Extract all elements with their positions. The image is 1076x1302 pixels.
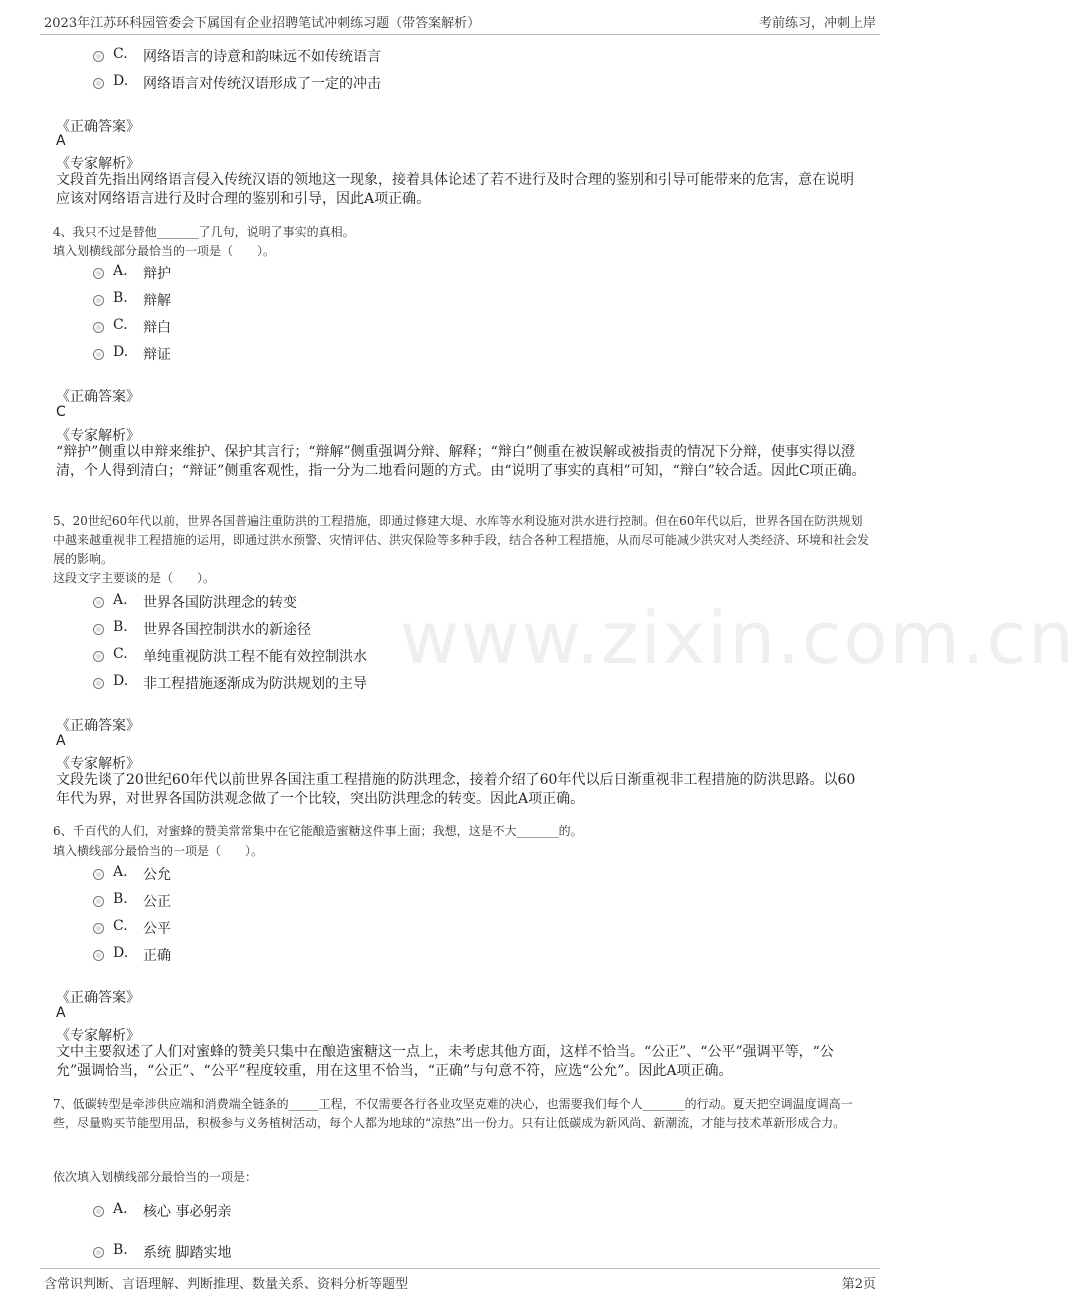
radio-icon[interactable]: [93, 349, 104, 360]
header-title: 2023年江苏环科园管委会下属国有企业招聘笔试冲刺练习题（带答案解析）: [44, 16, 481, 31]
answer-value: A: [56, 1005, 66, 1021]
option-text: 公正: [143, 894, 171, 910]
option-letter: A.: [113, 263, 128, 279]
option-letter: B.: [113, 290, 128, 306]
option-letter: D.: [113, 344, 129, 360]
question-stem: 5、20世纪60年代以前，世界各国普遍注重防洪的工程措施，即通过修建大堤、水库等水利设施对洪水进行控制。但在60年代以后，世界各国在防洪规划中越来越重视非工程措施的运用，即通过洪水预警、灾情评估、洪灾保险等多种手段，结合各种工程措施，从而尽可能减少洪灾对人类经济、环境和社会发展的影响。: [53, 514, 870, 566]
option-text: 单纯重视防洪工程不能有效控制洪水: [143, 649, 367, 665]
radio-icon[interactable]: [93, 1206, 104, 1217]
radio-icon[interactable]: [93, 295, 104, 306]
question-stem: 4、我只不过是替他_______了几句，说明了事实的真相。: [53, 225, 355, 239]
question-prompt: 依次填入划横线部分最恰当的一项是：: [53, 1170, 258, 1184]
radio-icon[interactable]: [93, 1247, 104, 1258]
option-letter: A.: [113, 1201, 128, 1217]
radio-icon[interactable]: [93, 896, 104, 907]
option-letter: C.: [113, 646, 128, 662]
answer-value: A: [56, 733, 66, 749]
question-prompt: 这段文字主要谈的是（ ）。: [53, 571, 216, 585]
radio-icon[interactable]: [93, 678, 104, 689]
question-prompt: 填入划横线部分最恰当的一项是（ ）。: [53, 244, 276, 258]
option-text: 辩白: [143, 320, 171, 336]
option-text: 系统 脚踏实地: [143, 1245, 232, 1261]
header-slogan: 考前练习，冲刺上岸: [758, 16, 876, 31]
option-text: 辩护: [143, 266, 171, 282]
analysis-label: 《专家解析》: [56, 428, 140, 444]
option-letter: D.: [113, 673, 129, 689]
option-text: 世界各国控制洪水的新途径: [143, 622, 311, 638]
analysis-text: 文中主要叙述了人们对蜜蜂的赞美只集中在酿造蜜糖这一点上，未考虑其他方面，这样不恰当。“公正”、“公平”强调平等，“公允”强调恰当，“公正”、“公平”程度较重，用在这里不恰当，“正确”与句意不符，应选“公允”。因此A项正确。: [56, 1044, 834, 1079]
footer-topics: 含常识判断、言语理解、判断推理、数量关系、资料分析等题型: [44, 1277, 409, 1292]
option-letter: C.: [113, 918, 128, 934]
option-text: 公平: [143, 921, 171, 937]
analysis-text: 文段首先指出网络语言侵入传统汉语的领地这一现象，接着具体论述了若不进行及时合理的鉴别和引导可能带来的危害，意在说明应该对网络语言进行及时合理的鉴别和引导，因此A项正确。: [56, 172, 854, 207]
radio-icon[interactable]: [93, 597, 104, 608]
radio-icon[interactable]: [93, 923, 104, 934]
question-stem: 6、千百代的人们，对蜜蜂的赞美常常集中在它能酿造蜜糖这件事上面；我想，这是不大_______的。: [53, 824, 583, 838]
option-text: 网络语言对传统汉语形成了一定的冲击: [143, 76, 381, 92]
option-letter: B.: [113, 1242, 128, 1258]
option-letter: A.: [113, 864, 128, 880]
analysis-text: 文段先谈了20世纪60年代以前世界各国注重工程措施的防洪理念，接着介绍了60年代以后日渐重视非工程措施的防洪思路。以60年代为界，对世界各国防洪观念做了一个比较，突出防洪理念的转变。因此A项正确。: [56, 772, 856, 807]
option-text: 公允: [143, 867, 171, 883]
header-divider: [40, 34, 880, 35]
option-text: 非工程措施逐渐成为防洪规划的主导: [143, 676, 367, 692]
radio-icon[interactable]: [93, 268, 104, 279]
option-letter: C.: [113, 46, 128, 62]
radio-icon[interactable]: [93, 869, 104, 880]
answer-value: C: [56, 404, 66, 420]
radio-icon[interactable]: [93, 51, 104, 62]
option-letter: D.: [113, 945, 129, 961]
answer-label: 《正确答案》: [56, 119, 140, 135]
analysis-label: 《专家解析》: [56, 756, 140, 772]
analysis-label: 《专家解析》: [56, 156, 140, 172]
option-text: 网络语言的诗意和韵味远不如传统语言: [143, 49, 381, 65]
answer-label: 《正确答案》: [56, 718, 140, 734]
radio-icon[interactable]: [93, 950, 104, 961]
answer-label: 《正确答案》: [56, 389, 140, 405]
option-text: 辩解: [143, 293, 171, 309]
option-letter: B.: [113, 619, 128, 635]
analysis-label: 《专家解析》: [56, 1028, 140, 1044]
answer-value: A: [56, 133, 66, 149]
answer-label: 《正确答案》: [56, 990, 140, 1006]
radio-icon[interactable]: [93, 322, 104, 333]
page-header: [0, 0, 920, 36]
option-text: 世界各国防洪理念的转变: [143, 595, 297, 611]
option-text: 核心 事必躬亲: [143, 1204, 232, 1220]
radio-icon[interactable]: [93, 651, 104, 662]
option-letter: C.: [113, 317, 128, 333]
page-number: 第2页: [841, 1277, 876, 1292]
option-text: 辩证: [143, 347, 171, 363]
radio-icon[interactable]: [93, 78, 104, 89]
footer-divider: [40, 1268, 880, 1269]
analysis-text: “辩护”侧重以申辩来维护、保护其言行；“辩解”侧重强调分辩、解释；“辩白”侧重在被误解或被指责的情况下分辩，使事实得以澄清，个人得到清白；“辩证”侧重客观性，指一分为二地看问题的方式。由“说明了事实的真相”可知，“辩白”较合适。因此C项正确。: [56, 444, 866, 479]
radio-icon[interactable]: [93, 624, 104, 635]
question-prompt: 填入横线部分最恰当的一项是（ ）。: [53, 844, 264, 858]
watermark: www.zixin.com.cn: [400, 596, 1076, 680]
question-stem: 7、低碳转型是牵涉供应端和消费端全链条的_____工程，不仅需要各行各业攻坚克难的决心，也需要我们每个人_______的行动。夏天把空调温度调高一些，尽量购买节能型用品，积极参与义务植树活动，每个人都为地球的“凉热”出一份力。只有让低碳成为新风尚、新潮流，才能与技术革新形成合力。: [53, 1097, 853, 1130]
option-text: 正确: [143, 948, 171, 964]
option-letter: A.: [113, 592, 128, 608]
option-letter: D.: [113, 73, 129, 89]
page-footer: [0, 1268, 920, 1302]
option-letter: B.: [113, 891, 128, 907]
